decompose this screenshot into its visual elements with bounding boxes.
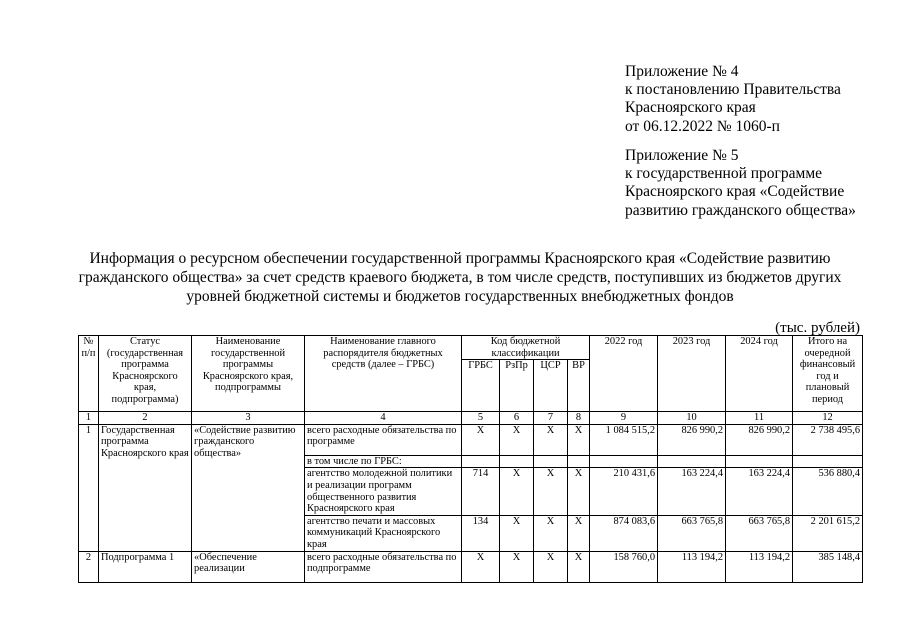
row-rzpr: Х <box>500 424 534 455</box>
empty-cell <box>568 455 590 468</box>
row-csr: Х <box>534 515 568 551</box>
col-number: 3 <box>192 412 305 425</box>
row-2023: 663 765,8 <box>658 515 726 551</box>
row-grbs-name: всего расходные обязательства по подпрограмме <box>305 551 462 582</box>
row-num: 2 <box>79 551 99 582</box>
row-total: 2 738 495,6 <box>793 424 863 455</box>
appendix-5-line: развитию гражданского общества» <box>625 201 856 219</box>
row-2023: 826 990,2 <box>658 424 726 455</box>
header-2024: 2024 год <box>726 336 793 412</box>
row-grbs-name: агентство молодежной политики и реализации программ общественного развития Красноярского края <box>305 468 462 515</box>
document-title <box>60 250 860 306</box>
row-2022: 1 084 515,2 <box>590 424 658 455</box>
empty-cell <box>590 455 658 468</box>
appendix-4-line: к постановлению Правительства <box>625 81 841 99</box>
header-total: Итого на очередной финансовый год и плановый период <box>793 336 863 412</box>
row-grbs-name: всего расходные обязательства по программе <box>305 424 462 455</box>
appendix-4-block <box>625 63 841 136</box>
row-grbs-code: 714 <box>462 468 500 515</box>
units-label: (тыс. рублей) <box>775 320 860 336</box>
appendix-4-line: от 06.12.2022 № 1060-п <box>625 117 780 135</box>
col-number: 7 <box>534 412 568 425</box>
column-number-row <box>79 412 863 425</box>
row-total: 536 880,4 <box>793 468 863 515</box>
col-number: 11 <box>726 412 793 425</box>
row-2023: 113 194,2 <box>658 551 726 582</box>
row-2022: 158 760,0 <box>590 551 658 582</box>
header-row <box>79 336 863 360</box>
row-2023: 163 224,4 <box>658 468 726 515</box>
resource-table <box>78 335 863 583</box>
col-number: 4 <box>305 412 462 425</box>
col-number: 8 <box>568 412 590 425</box>
table-row <box>79 551 863 582</box>
row-vr: Х <box>568 424 590 455</box>
empty-cell <box>793 455 863 468</box>
appendix-5-block <box>625 147 856 220</box>
row-vr: Х <box>568 515 590 551</box>
appendix-5-line: Приложение № 5 <box>625 147 739 164</box>
row-2024: 826 990,2 <box>726 424 793 455</box>
header-grbs-code: ГРБС <box>462 360 500 412</box>
title-line: гражданского общества» за счет средств краевого бюджета, в том числе средств, поступивших из бюджетов других <box>78 268 842 286</box>
row-num: 1 <box>79 424 99 551</box>
row-grbs-code: 134 <box>462 515 500 551</box>
row-grbs-code: Х <box>462 424 500 455</box>
appendix-5-line: к государственной программе <box>625 165 823 183</box>
appendix-5-line: Красноярского края «Содействие <box>625 183 845 201</box>
title-line: уровней бюджетной системы и бюджетов государственных внебюджетных фондов <box>186 287 734 305</box>
empty-cell <box>658 455 726 468</box>
header-vr: ВР <box>568 360 590 412</box>
col-number: 2 <box>99 412 192 425</box>
row-grbs-code: Х <box>462 551 500 582</box>
header-rzpr: РзПр <box>500 360 534 412</box>
row-grbs-name: в том числе по ГРБС: <box>305 455 462 468</box>
col-number: 9 <box>590 412 658 425</box>
header-2022: 2022 год <box>590 336 658 412</box>
row-csr: Х <box>534 468 568 515</box>
row-csr: Х <box>534 424 568 455</box>
row-rzpr: Х <box>500 551 534 582</box>
empty-cell <box>726 455 793 468</box>
header-2023: 2023 год <box>658 336 726 412</box>
row-name: «Содействие развитию гражданского общества» <box>192 424 305 551</box>
empty-cell <box>534 455 568 468</box>
header-code-group: Код бюджетной классификации <box>462 336 590 360</box>
row-2022: 210 431,6 <box>590 468 658 515</box>
row-grbs-name: агентство печати и массовых коммуникаций Красноярского края <box>305 515 462 551</box>
row-total: 385 148,4 <box>793 551 863 582</box>
row-total: 2 201 615,2 <box>793 515 863 551</box>
row-status: Подпрограмма 1 <box>99 551 192 582</box>
row-2024: 663 765,8 <box>726 515 793 551</box>
appendix-4-line: Приложение № 4 <box>625 63 739 80</box>
appendix-4-line: Красноярского края <box>625 99 756 117</box>
row-rzpr: Х <box>500 468 534 515</box>
row-vr: Х <box>568 468 590 515</box>
row-vr: Х <box>568 551 590 582</box>
row-rzpr: Х <box>500 515 534 551</box>
col-number: 6 <box>500 412 534 425</box>
title-line: Информация о ресурсном обеспечении государственной программы Красноярского края «Содействие развитию <box>89 250 831 267</box>
header-grbs-name: Наименование главного распорядителя бюджетных средств (далее – ГРБС) <box>305 336 462 412</box>
row-csr: Х <box>534 551 568 582</box>
empty-cell <box>462 455 500 468</box>
row-2024: 163 224,4 <box>726 468 793 515</box>
header-num: № п/п <box>79 336 99 412</box>
empty-cell <box>500 455 534 468</box>
col-number: 5 <box>462 412 500 425</box>
header-name: Наименование государственной программы Красноярского края, подпрограммы <box>192 336 305 412</box>
row-name: «Обеспечение реализации <box>192 551 305 582</box>
row-2022: 874 083,6 <box>590 515 658 551</box>
table-row <box>79 424 863 455</box>
row-status: Государственная программа Красноярского края <box>99 424 192 551</box>
row-2024: 113 194,2 <box>726 551 793 582</box>
col-number: 12 <box>793 412 863 425</box>
header-csr: ЦСР <box>534 360 568 412</box>
col-number: 1 <box>79 412 99 425</box>
header-status: Статус (государственная программа Красноярского края, подпрограмма) <box>99 336 192 412</box>
col-number: 10 <box>658 412 726 425</box>
